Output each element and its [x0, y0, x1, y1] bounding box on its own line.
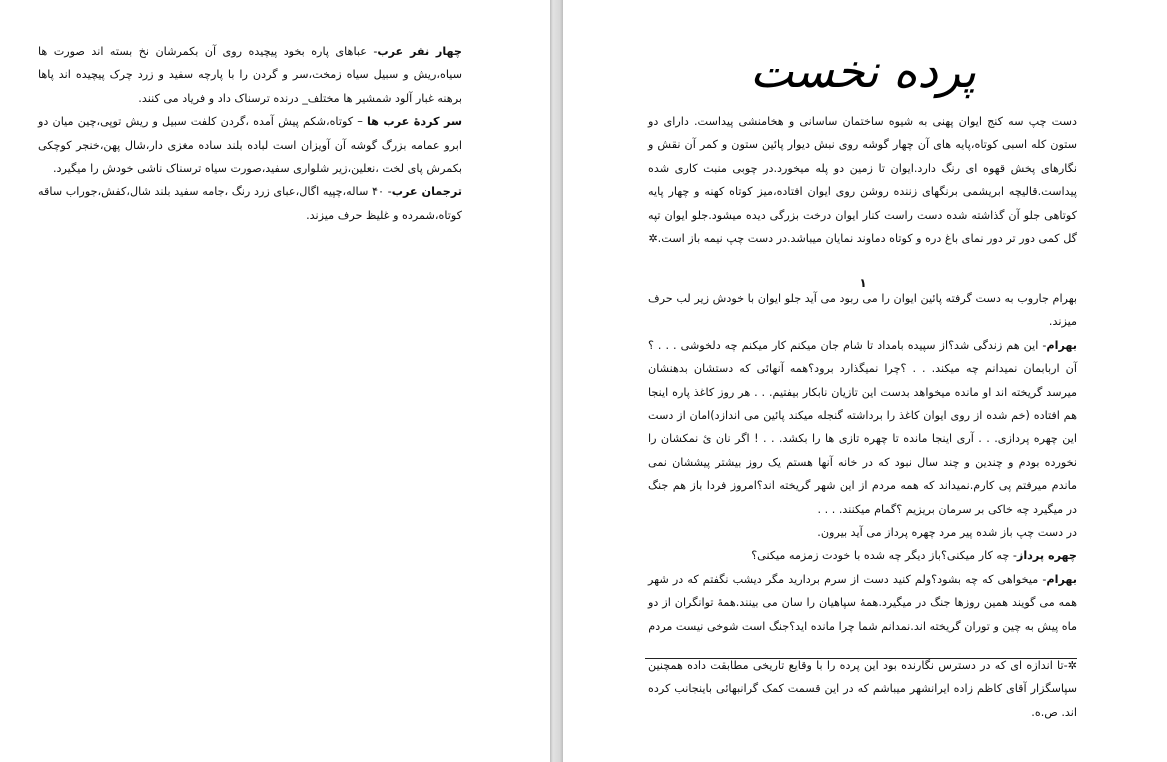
page-gutter	[550, 0, 563, 762]
character-list	[38, 40, 462, 227]
act-title: پرده نخست	[749, 44, 977, 98]
stage-direction: بهرام جاروب به دست گرفته پائین ایوان را می ربود می آید جلو ایوان با خودش زیر لب حرف میزند.	[648, 292, 1077, 329]
footnote	[648, 654, 1077, 724]
character-name: چهار نفر عرب	[377, 45, 462, 58]
section-number: ۱	[859, 276, 867, 290]
character-entry	[38, 40, 462, 110]
right-page	[563, 0, 1167, 762]
dialogue-body	[648, 287, 1077, 638]
speech-text: - میخواهی که چه بشود؟ولم کنید دست از سرم بردارید مگر دیشب نگفتم که در شهر همه می گویند همین روزها جنگ در میگیرد.همهٔ سپاهیان را سان می بینند.همهٔ توانگران از دو ماه پیش به چین و توران گریخته اند.نمدانم شما چرا مانده اید؟جنگ است شوخی نیست مردم	[648, 572, 1077, 633]
scene-description-text: دست چپ سه کنج ایوان پهنی به شیوه ساختمان ساسانی و هخامنشی پیداست. دارای دو ستون کله اسبی کوتاه،پایه های آن چهار گوشه روی نبش دیوار پائین ستون و کمر آن نقش و نگارهای پخش قهوه ای رنگ دارد.ایوان تا زمین دو پله میخورد.در چوبی منبت کاری شده پیداست.قالیچه ابریشمی برنگهای زننده روشن روی ایوان افتاده،میز کوتاه کهنه و چهار پایه کوتاهی جلو آن گذاشته شده دست راست کنار ایوان درخت بزرگی دیده میشود.جلو ایوان تپه گل کمی دور تر دور نمای باغ دره و کوتاه دماوند نمایان میباشد.در دست چپ نیمه باز است.✲	[648, 115, 1077, 246]
character-name: ترجمان عرب	[391, 185, 463, 199]
stage-direction: در دست چپ باز شده پیر مرد چهره پرداز می آید بیرون.	[817, 526, 1077, 540]
speech-text: - چه کار میکنی؟باز دیگر چه شده با خودت زمزمه میکنی؟	[751, 549, 1017, 563]
dialogue-line	[648, 568, 1077, 638]
speaker-name: بهرام	[1046, 572, 1077, 586]
character-entry	[38, 180, 462, 227]
dialogue-line	[648, 334, 1077, 521]
scene-description	[648, 110, 1077, 250]
speaker-name: چهره پرداز	[1016, 549, 1077, 563]
character-description: - عباهای پاره بخود پیچیده روی آن بکمرشان نخ بسته اند صورت ها سیاه،ریش و سبیل سیاه زمخت،سر و گردن را با پارچه سفید و زرد چرک پیچیده اند پاها برهنه غبار آلود شمشیر ها مختلف_ درنده ترسناک داد و فریاد می کنند.	[38, 45, 462, 105]
speaker-name: بهرام	[1046, 338, 1077, 352]
dialogue-line	[648, 544, 1077, 567]
character-name: سر کردهٔ عرب ها	[366, 115, 463, 129]
left-page	[0, 0, 550, 762]
character-description: - ۴۰ ساله،چپیه اگال،عبای زرد رنگ ،جامه سفید بلند شال،کفش،جوراب ساقه کوتاه،شمرده و غلیظ حرف میزند.	[38, 185, 462, 222]
speech-text: - این هم زندگی شد؟از سپیده بامداد تا شام جان میکنم کار میکنم چه دلخوشی . . . ؟آن اربابمان نمیدانم چه میکند. . . ؟چرا نمیگذارد برود؟همه آنهائی که دستشان بدهنشان میرسد گریخته اند او مانده میخواهد بدست این تازیان نابکار بیفتیم. . . هر روز کاغذ پاره اینجا هم افتاده (خم شده از روی ایوان کاغذ را برداشته گنجله میکند پائین می اندازد)امان از دست این چهره پردازی. . . آری اینجا مانده تا چهره تازی ها را بکشد. . . ! اگر نان ئ نمکشان را نخورده بودم و چندین و چند سال نبود که در خانه آنها هستم یک روز بیشتر پیششان نمی ماندم میرفتم پی کارم.نمیداند که همه مردم از این شهر گریخته اند؟امروز فردا باز هم جنگ در میگیرد چه خاکی بر سرمان بریزیم ؟گمام میکنند. . . .	[648, 338, 1077, 516]
character-description: – کوتاه،شکم پیش آمده ،گردن کلفت سبیل و ریش توپی،چین میان دو ابرو عمامه بزرگ گوشه آن آویزان است لباده بلند ساده مغزی دار،شال پهن،خنجر کوچکی بکمرش پای لخت ،نعلین،زیر شلواری سفید،صورت سیاه ترسناک ناشی خودش را میگیرد.	[38, 115, 462, 176]
character-entry	[38, 110, 462, 180]
footnote-text: ✲-تا اندازه ای که در دسترس نگارنده بود این پرده را با وقایع تاریخی مطابقت داده همچنین سپاسگزار آقای کاظم زاده ایرانشهر میباشم که در این قسمت کمک گرانبهائی باینجانب کرده اند. ص.ه.	[648, 659, 1077, 719]
